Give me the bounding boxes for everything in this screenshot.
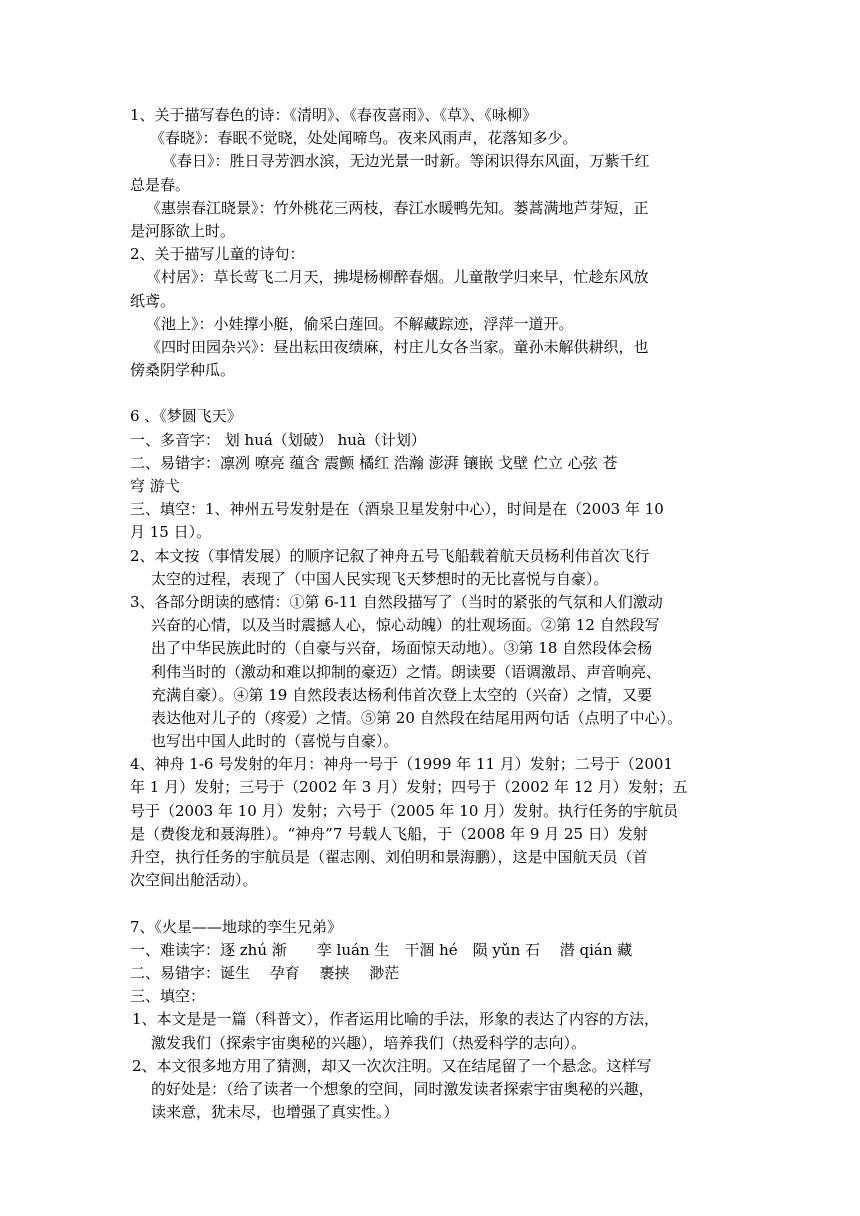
text-line: 6 、《梦圆飞天》 [130, 407, 242, 426]
text-line: 1、本文是是一篇（科普文），作者运用比喻的手法，形象的表达了内容的方法， [132, 1010, 660, 1029]
text-line: 表达他对儿子的（疼爱）之情。⑤第 20 自然段在结尾用两句话（点明了中心）。 [151, 708, 683, 727]
text-line: 《春日》：胜日寻芳泗水滨，无边光景一时新。等闲识得东风面，万紫千红 [162, 152, 650, 171]
text-line: 《惠崇春江晓景》：竹外桃花三两枝，春江水暖鸭先知。蒌蒿满地芦芽短，正 [146, 198, 649, 217]
text-line: 1、关于描写春色的诗：《清明》、《春夜喜雨》、《草》、《咏柳》 [130, 106, 538, 124]
text-line: 升空，执行任务的宇航员是（翟志刚、刘伯明和景海鹏），这是中国航天员（首 [130, 848, 648, 866]
text-line: 纸鸢。 [130, 291, 176, 310]
text-line: 《春晓》：春眠不觉晓，处处闻啼鸟。夜来风雨声，花落知多少。 [150, 129, 578, 148]
text-line: 7、《火星——地球的孪生兄弟》 [130, 917, 343, 936]
blank-line [0, 892, 860, 915]
text-line: 3、各部分朗读的感情：①第 6-11 自然段描写了（当时的紧张的气氛和人们激动 [130, 592, 663, 611]
text-line: 利伟当时的（激动和难以抑制的豪迈）之情。朗读要（语调激昂、声音响亮、 [151, 662, 662, 681]
text-line: 次空间出舱活动）。 [130, 871, 258, 890]
text-line: 号于（2003 年 10 月）发射；六号于（2005 年 10 月）发射。执行任务的宇航员 [130, 801, 679, 820]
text-line: 年 1 月）发射；三号于（2002 年 3 月）发射；四号于（2002 年 12 月）发射；五 [130, 778, 688, 797]
text-line: 二、易错字：诞生 孕育 裹挟 渺茫 [130, 963, 400, 982]
text-line: 也写出中国人此时的（喜悦与自豪）。 [151, 732, 399, 751]
text-line: 一、多音字： 划 huá（划破） huà（计划） [130, 430, 426, 449]
text-line: 太空的过程，表现了（中国人民实现飞天梦想时的无比喜悦与自豪）。 [151, 569, 609, 588]
text-line: 二、易错字：凛冽 嘹亮 蕴含 震颤 橘红 浩瀚 澎湃 镶嵌 戈壁 伫立 心弦 苍 [130, 453, 618, 472]
document-body [0, 104, 860, 1124]
text-line: 读来意，犹未尽，也增强了真实性。） [151, 1103, 399, 1122]
text-line: 出了中华民族此时的（自豪与兴奋，场面惊天动地）。③第 18 自然段体会杨 [151, 639, 653, 658]
text-line: 兴奋的心情，以及当时震撼人心，惊心动魄）的壮观场面。②第 12 自然段写 [151, 616, 660, 635]
text-line: 是（费俊龙和聂海胜）。“神舟”7 号载人飞船，于（2008 年 9 月 25 日）发射 [130, 824, 648, 843]
text-line: 2、本文按（事情发展）的顺序记叙了神舟五号飞船载着航天员杨利伟首次飞行 [130, 546, 650, 565]
blank-line [0, 382, 860, 405]
text-line: 《四时田园杂兴》：昼出耘田夜绩麻，村庄儿女各当家。童孙未解供耕织，也 [146, 337, 649, 356]
text-line: 《池上》：小娃撑小艇，偷采白莲回。不解藏踪迹，浮萍一道开。 [146, 314, 574, 333]
text-line: 一、难读字：逐 zhú 渐 孪 luán 生 干涸 hé 陨 yǔn 石 潜 qián 藏 [130, 940, 633, 959]
text-line: 2、本文很多地方用了猜测，却又一次次注明。又在结尾留了一个悬念。这样写 [132, 1056, 652, 1075]
text-line: 的好处是：（给了读者一个想象的空间，同时激发读者探索宇宙奥秘的兴趣， [151, 1079, 654, 1098]
text-line: 充满自豪）。④第 19 自然段表达杨利伟首次登上太空的（兴奋）之情，又要 [151, 685, 653, 704]
text-line: 《村居》：草长莺飞二月天，拂堤杨柳醉春烟。儿童散学归来早，忙趁东风放 [146, 268, 649, 287]
text-line: 月 15 日）。 [130, 523, 212, 542]
text-line: 傍桑阴学种瓜。 [130, 361, 236, 380]
text-line: 三、填空：1、神州五号发射是在（酒泉卫星发射中心），时间是在（2003 年 10 [130, 500, 664, 519]
text-line: 激发我们（探索宇宙奥秘的兴趣），培养我们（热爱科学的志向）。 [151, 1033, 587, 1052]
text-line: 4、神舟 1-6 号发射的年月：神舟一号于（1999 年 11 月）发射；二号于（2001 [130, 755, 673, 774]
text-line: 总是春。 [130, 175, 191, 194]
text-line: 三、填空： [130, 987, 206, 1006]
text-line: 是河豚欲上时。 [130, 221, 236, 240]
text-line: 穹 游弋 [130, 477, 180, 495]
text-line: 2、关于描写儿童的诗句： [130, 245, 305, 264]
